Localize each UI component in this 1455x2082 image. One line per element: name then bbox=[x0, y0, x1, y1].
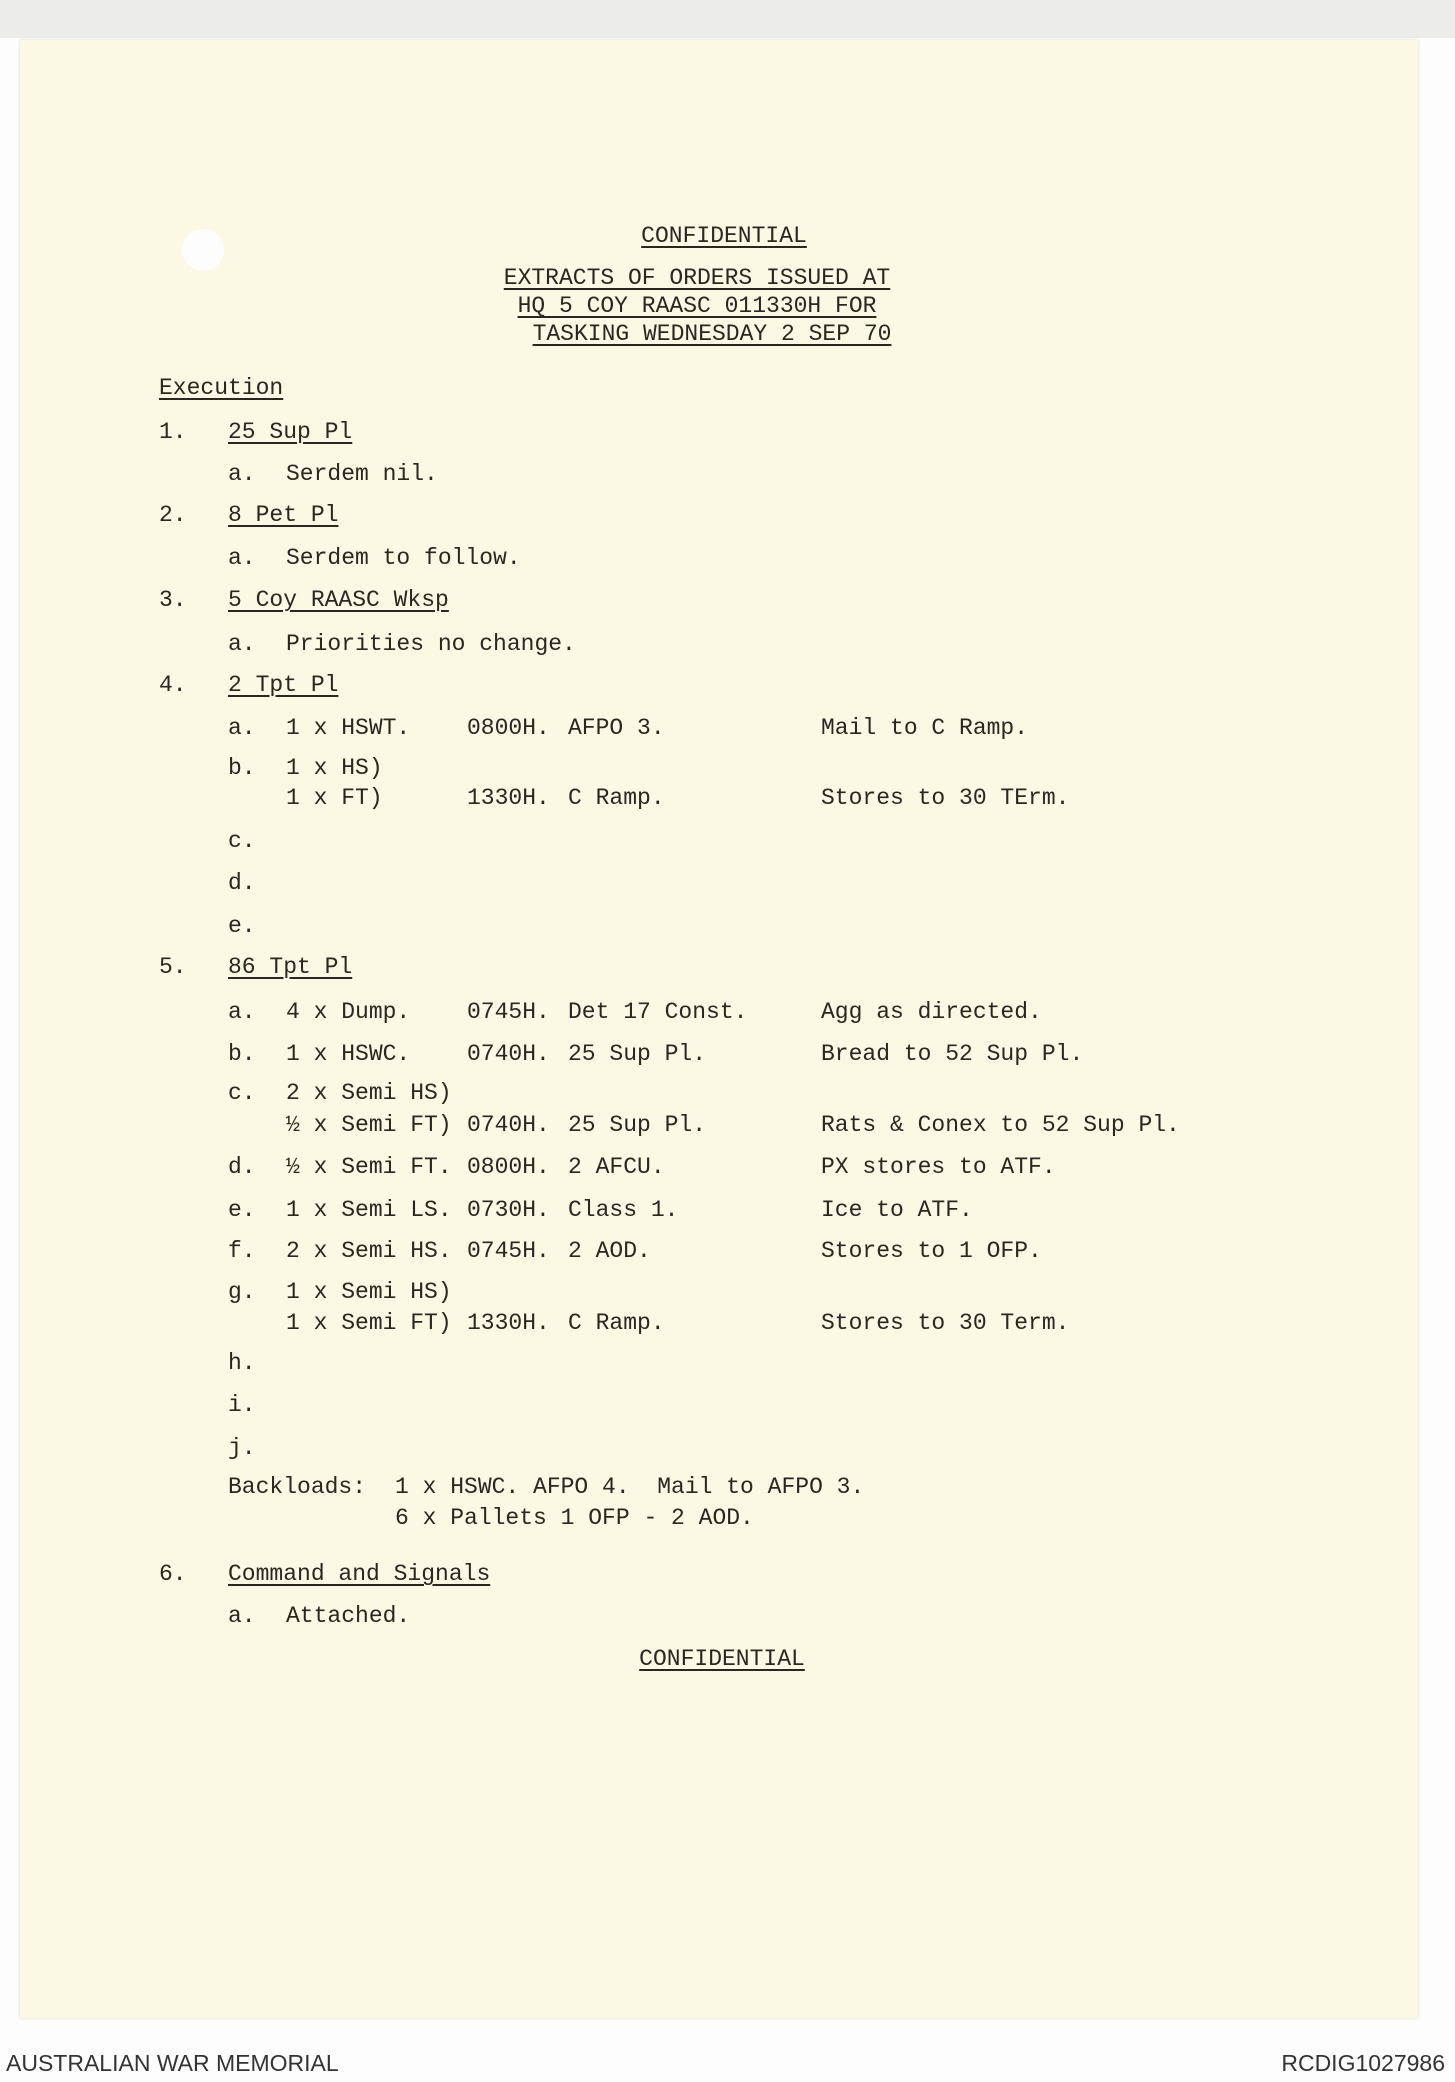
item-letter: a. bbox=[228, 999, 256, 1025]
item-location: 2 AFCU. bbox=[568, 1154, 665, 1180]
item-letter: a. bbox=[228, 715, 256, 741]
item-time: 0800H. bbox=[467, 715, 550, 741]
item-letter: e. bbox=[228, 1197, 256, 1223]
item-note: Rats & Conex to 52 Sup Pl. bbox=[821, 1112, 1180, 1138]
item-location: C Ramp. bbox=[568, 785, 665, 811]
item-location: Det 17 Const. bbox=[568, 999, 748, 1025]
item-quantity: 4 x Dump. bbox=[286, 999, 411, 1025]
item-quantity: 1 x FT) bbox=[286, 785, 383, 811]
item-location: C Ramp. bbox=[568, 1310, 665, 1336]
item-note: Stores to 30 TErm. bbox=[821, 785, 1070, 811]
item-location: 25 Sup Pl. bbox=[568, 1041, 707, 1067]
item-letter: d. bbox=[228, 1154, 256, 1180]
execution-heading: Execution bbox=[159, 375, 284, 401]
item-letter: a. bbox=[228, 631, 256, 657]
item-note: Mail to C Ramp. bbox=[821, 715, 1029, 741]
title-line-3: TASKING WEDNESDAY 2 SEP 70 bbox=[532, 321, 892, 347]
section-number: 5. bbox=[159, 954, 187, 980]
item-text: Attached. bbox=[286, 1603, 411, 1629]
item-quantity: 1 x HS) bbox=[286, 755, 383, 781]
item-letter: g. bbox=[228, 1279, 256, 1305]
archive-label: AUSTRALIAN WAR MEMORIAL bbox=[6, 2050, 339, 2076]
item-letter: b. bbox=[228, 755, 256, 781]
item-letter: j. bbox=[228, 1435, 256, 1461]
item-quantity: ½ x Semi FT. bbox=[286, 1154, 452, 1180]
item-note: Bread to 52 Sup Pl. bbox=[821, 1041, 1084, 1067]
archive-id: RCDIG1027986 bbox=[1281, 2050, 1445, 2076]
item-quantity: 1 x HSWT. bbox=[286, 715, 411, 741]
item-letter: h. bbox=[228, 1350, 256, 1376]
item-letter: b. bbox=[228, 1041, 256, 1067]
item-time: 0740H. bbox=[467, 1112, 550, 1138]
item-note: Stores to 1 OFP. bbox=[821, 1238, 1042, 1264]
section-number: 1. bbox=[159, 419, 187, 445]
item-letter: c. bbox=[228, 828, 256, 854]
section-number: 4. bbox=[159, 672, 187, 698]
item-quantity: 1 x Semi FT) bbox=[286, 1310, 452, 1336]
item-time: 0800H. bbox=[467, 1154, 550, 1180]
item-quantity: ½ x Semi FT) bbox=[286, 1112, 452, 1138]
section-heading: 2 Tpt Pl bbox=[228, 672, 339, 698]
item-quantity: 1 x Semi LS. bbox=[286, 1197, 452, 1223]
item-time: 0745H. bbox=[467, 1238, 550, 1264]
item-note: Agg as directed. bbox=[821, 999, 1042, 1025]
section-heading: 8 Pet Pl bbox=[228, 502, 339, 528]
item-text: Serdem nil. bbox=[286, 461, 438, 487]
item-note: Stores to 30 Term. bbox=[821, 1310, 1070, 1336]
item-letter: a. bbox=[228, 545, 256, 571]
classification-bottom: CONFIDENTIAL bbox=[639, 1646, 805, 1672]
title-line-2: HQ 5 COY RAASC 011330H FOR bbox=[517, 293, 877, 319]
item-letter: f. bbox=[228, 1238, 256, 1264]
section-heading: 25 Sup Pl bbox=[228, 419, 353, 445]
item-time: 1330H. bbox=[467, 1310, 550, 1336]
section-number: 3. bbox=[159, 587, 187, 613]
backloads-line: 1 x HSWC. AFPO 4. Mail to AFPO 3. bbox=[395, 1474, 865, 1500]
item-location: 25 Sup Pl. bbox=[568, 1112, 707, 1138]
backloads-label: Backloads: bbox=[228, 1474, 367, 1500]
item-location: 2 AOD. bbox=[568, 1238, 651, 1264]
section-heading: 86 Tpt Pl bbox=[228, 954, 353, 980]
item-letter: a. bbox=[228, 1603, 256, 1629]
title-line-1: EXTRACTS OF ORDERS ISSUED AT bbox=[503, 265, 891, 291]
item-quantity: 1 x HSWC. bbox=[286, 1041, 411, 1067]
item-time: 0730H. bbox=[467, 1197, 550, 1223]
item-quantity: 1 x Semi HS) bbox=[286, 1279, 452, 1305]
item-time: 1330H. bbox=[467, 785, 550, 811]
item-letter: c. bbox=[228, 1080, 256, 1106]
section-heading: 5 Coy RAASC Wksp bbox=[228, 587, 449, 613]
item-letter: a. bbox=[228, 461, 256, 487]
section-heading: Command and Signals bbox=[228, 1561, 491, 1587]
scan-background bbox=[0, 0, 1455, 38]
item-letter: d. bbox=[228, 870, 256, 896]
punch-hole bbox=[182, 229, 224, 271]
item-letter: e. bbox=[228, 913, 256, 939]
section-number: 6. bbox=[159, 1561, 187, 1587]
item-text: Priorities no change. bbox=[286, 631, 576, 657]
item-note: PX stores to ATF. bbox=[821, 1154, 1056, 1180]
item-time: 0740H. bbox=[467, 1041, 550, 1067]
item-letter: i. bbox=[228, 1392, 256, 1418]
item-text: Serdem to follow. bbox=[286, 545, 521, 571]
item-time: 0745H. bbox=[467, 999, 550, 1025]
section-number: 2. bbox=[159, 502, 187, 528]
item-quantity: 2 x Semi HS. bbox=[286, 1238, 452, 1264]
classification-top: CONFIDENTIAL bbox=[641, 223, 807, 249]
item-location: Class 1. bbox=[568, 1197, 679, 1223]
item-location: AFPO 3. bbox=[568, 715, 665, 741]
item-quantity: 2 x Semi HS) bbox=[286, 1080, 452, 1106]
item-note: Ice to ATF. bbox=[821, 1197, 973, 1223]
backloads-line: 6 x Pallets 1 OFP - 2 AOD. bbox=[395, 1505, 754, 1531]
